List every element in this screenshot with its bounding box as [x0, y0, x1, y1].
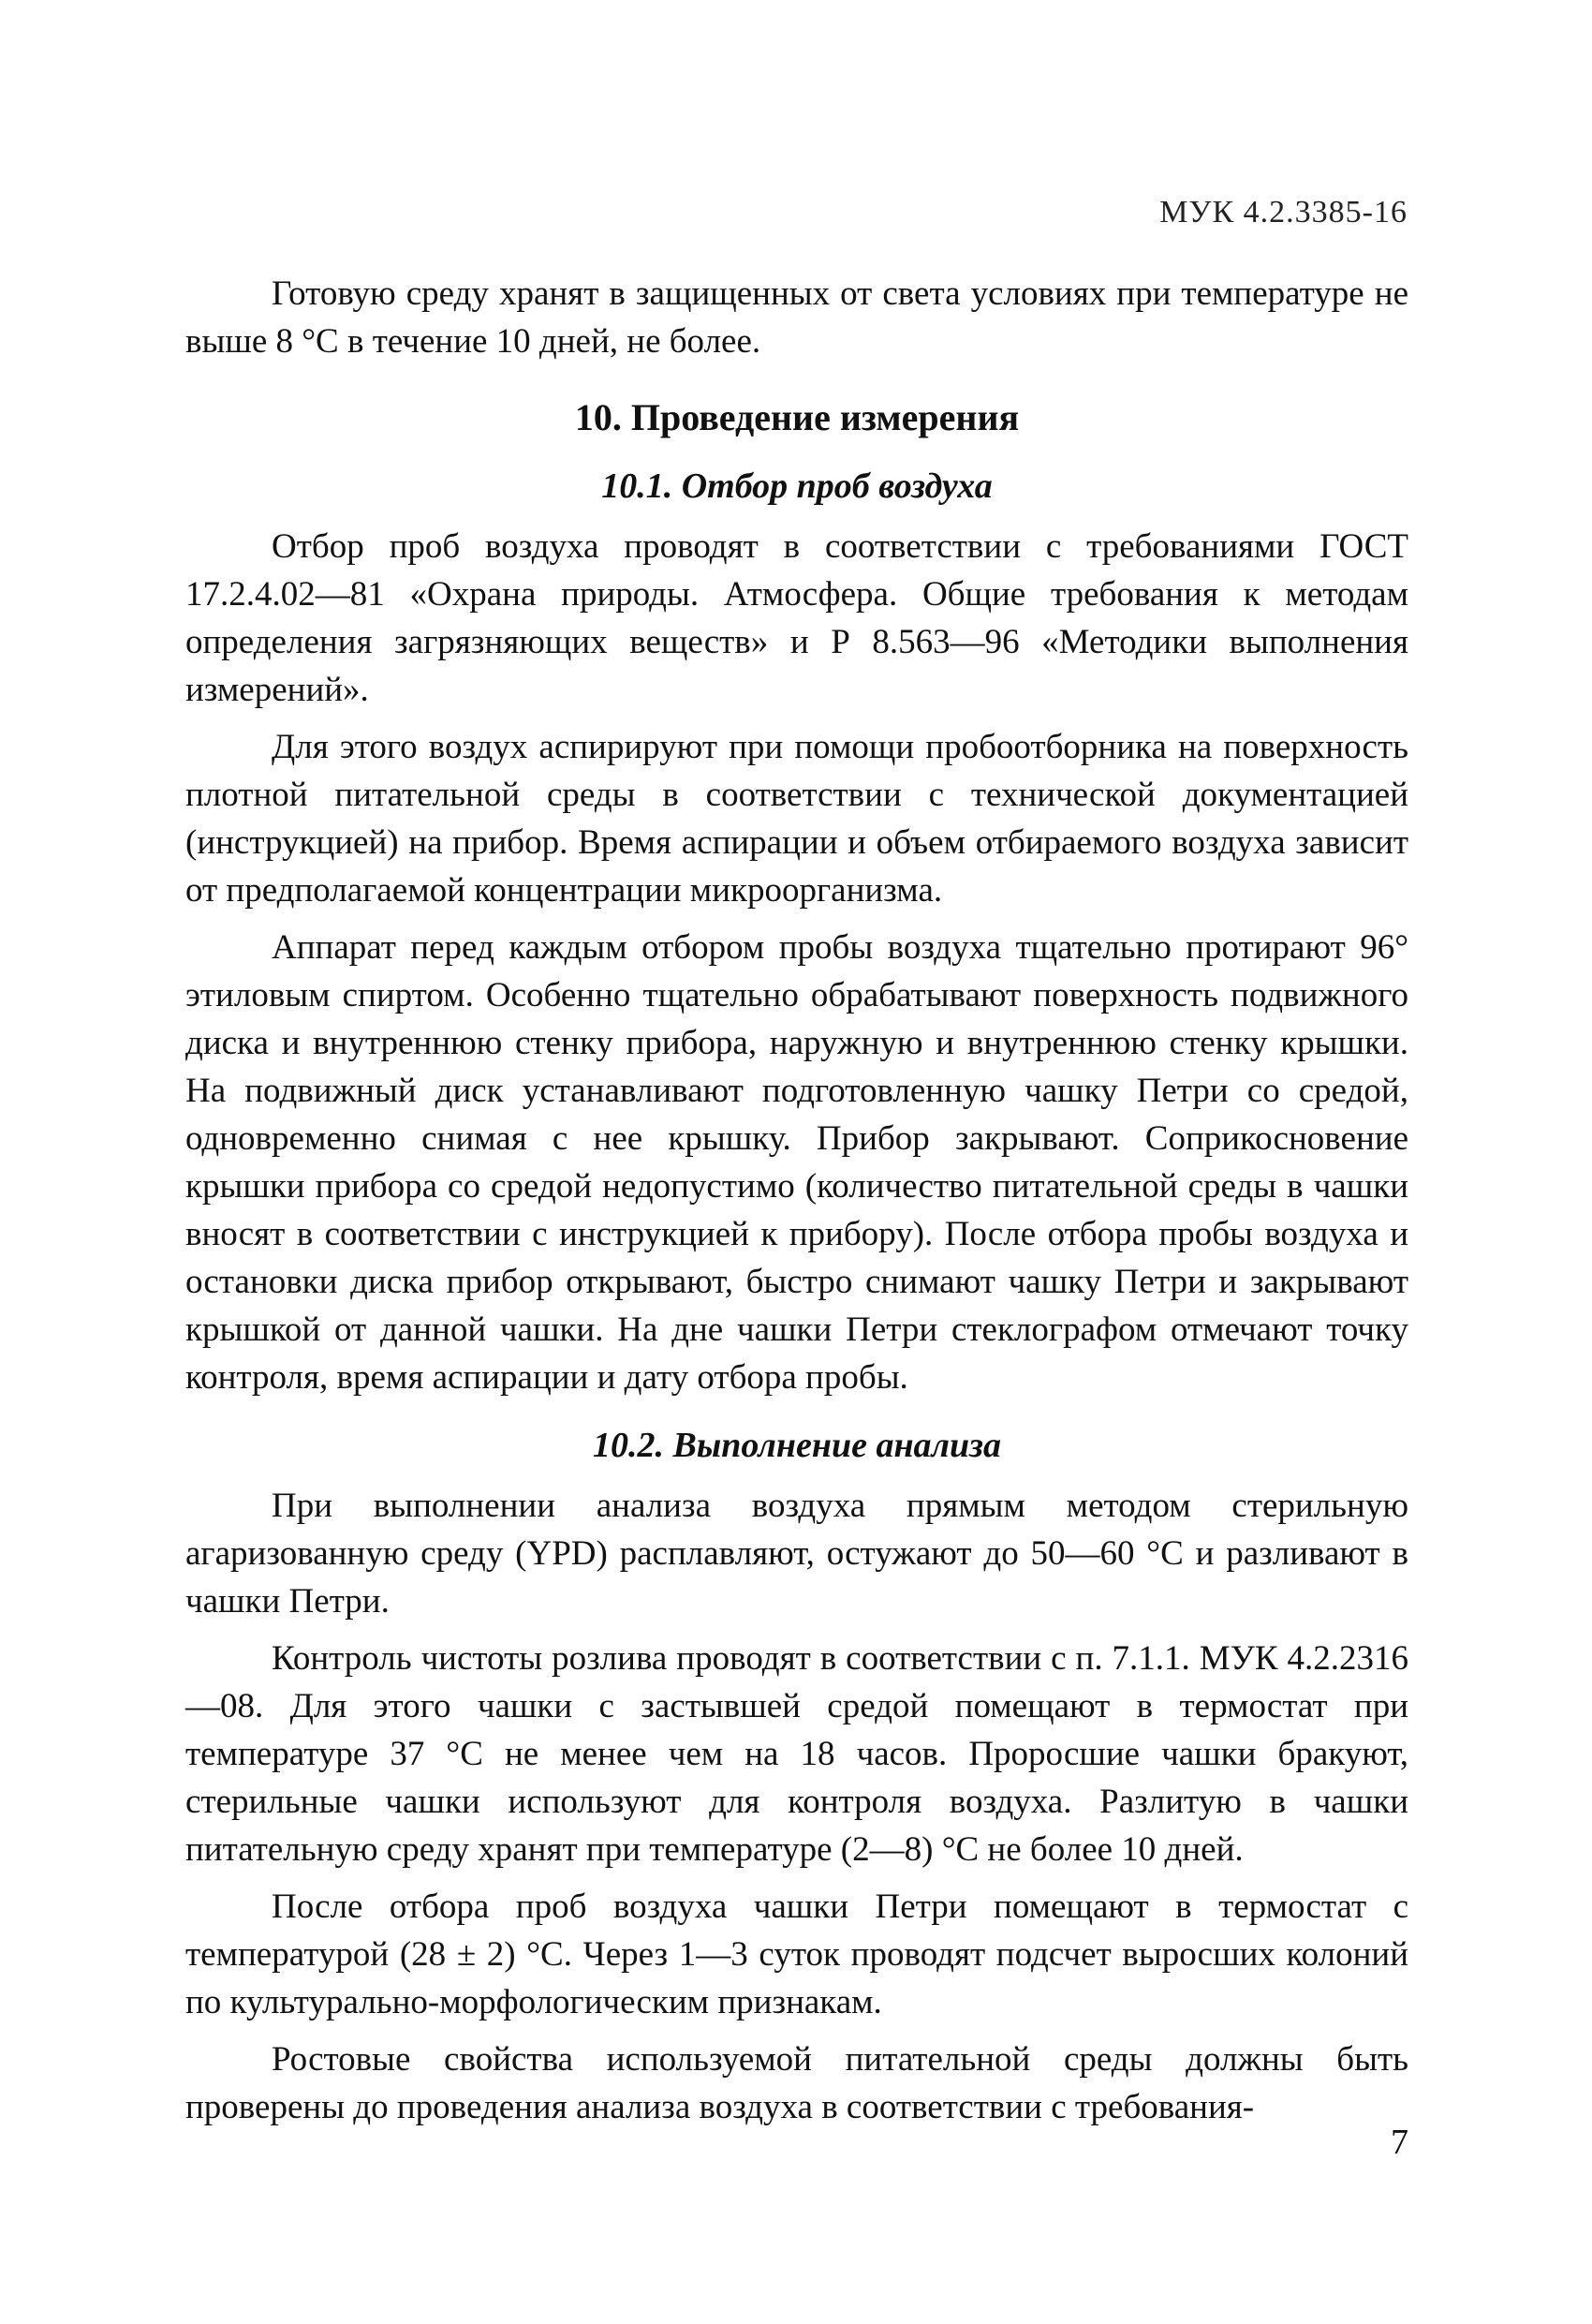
- subsection-title-analysis: 10.2. Выполнение анализа: [592, 1426, 1002, 1465]
- page-number: 7: [1391, 2123, 1408, 2162]
- paragraph-sampling-standards: Отбор проб воздуха проводят в соответствии с требованиями ГОСТ 17.2.4.02—81 «Охрана природы. Атмосфера. Общие требования к методам определения загрязняющих веществ» и Р 8.563—96 «Методики выполнения измерений».: [185, 527, 1408, 709]
- paragraph-growth-properties: Ростовые свойства используемой питательной среды должны быть проверены до проведения анализа воздуха в соответствии с требования-: [185, 2040, 1408, 2126]
- subsection-title-sampling: 10.1. Отбор проб воздуха: [601, 466, 993, 506]
- running-header: МУК 4.2.3385-16: [1159, 195, 1408, 229]
- paragraph-purity-control: Контроль чистоты розлива проводят в соответствии с п. 7.1.1. МУК 4.2.2316—08. Для этого чашки с застывшей средой помещают в термостат при температуре 37 °С не менее чем на 18 часов. Проросшие чашки бракуют, стерильные чашки используют для контроля воздуха. Разлитую в чашки питательную среду хранят при температуре (2—8) °С не более 10 дней.: [185, 1639, 1408, 1869]
- section-title: 10. Проведение измерения: [574, 396, 1020, 438]
- paragraph-direct-method: При выполнении анализа воздуха прямым методом стерильную агаризованную среду (YPD) расплавляют, остужают до 50—60 °С и разливают в чашки Петри.: [185, 1487, 1408, 1621]
- paragraph-intro: Готовую среду хранят в защищенных от света условиях при температуре не выше 8 °С в течение 10 дней, не более.: [185, 274, 1408, 361]
- body-text: [185, 270, 1408, 2131]
- paragraph-aspiration: Для этого воздух аспирируют при помощи пробоотборника на поверхность плотной питательной среды в соответствии с технической документацией (инструкцией) на прибор. Время аспирации и объем отбираемого воздуха зависит от предполагаемой концентрации микроорганизма.: [185, 728, 1408, 910]
- paragraph-apparatus: Аппарат перед каждым отбором пробы воздуха тщательно протирают 96° этиловым спиртом. Особенно тщательно обрабатывают поверхность подвижного диска и внутреннюю стенку прибора, наружную и внутреннюю стенку крышки. На подвижный диск устанавливают подготовленную чашку Петри со средой, одновременно снимая с нее крышку. Прибор закрывают. Соприкосновение крышки прибора со средой недопустимо (количество питательной среды в чашки вносят в соответствии с инструкцией к прибору). После отбора пробы воздуха и остановки диска прибор открывают, быстро снимают чашку Петри и закрывают крышкой от данной чашки. На дне чашки Петри стеклографом отмечают точку контроля, время аспирации и дату отбора пробы.: [185, 928, 1408, 1397]
- paragraph-incubation: После отбора проб воздуха чашки Петри помещают в термостат с температурой (28 ± 2) °С. Через 1—3 суток проводят подсчет выросших колоний по культурально-морфологическим признакам.: [185, 1887, 1408, 2021]
